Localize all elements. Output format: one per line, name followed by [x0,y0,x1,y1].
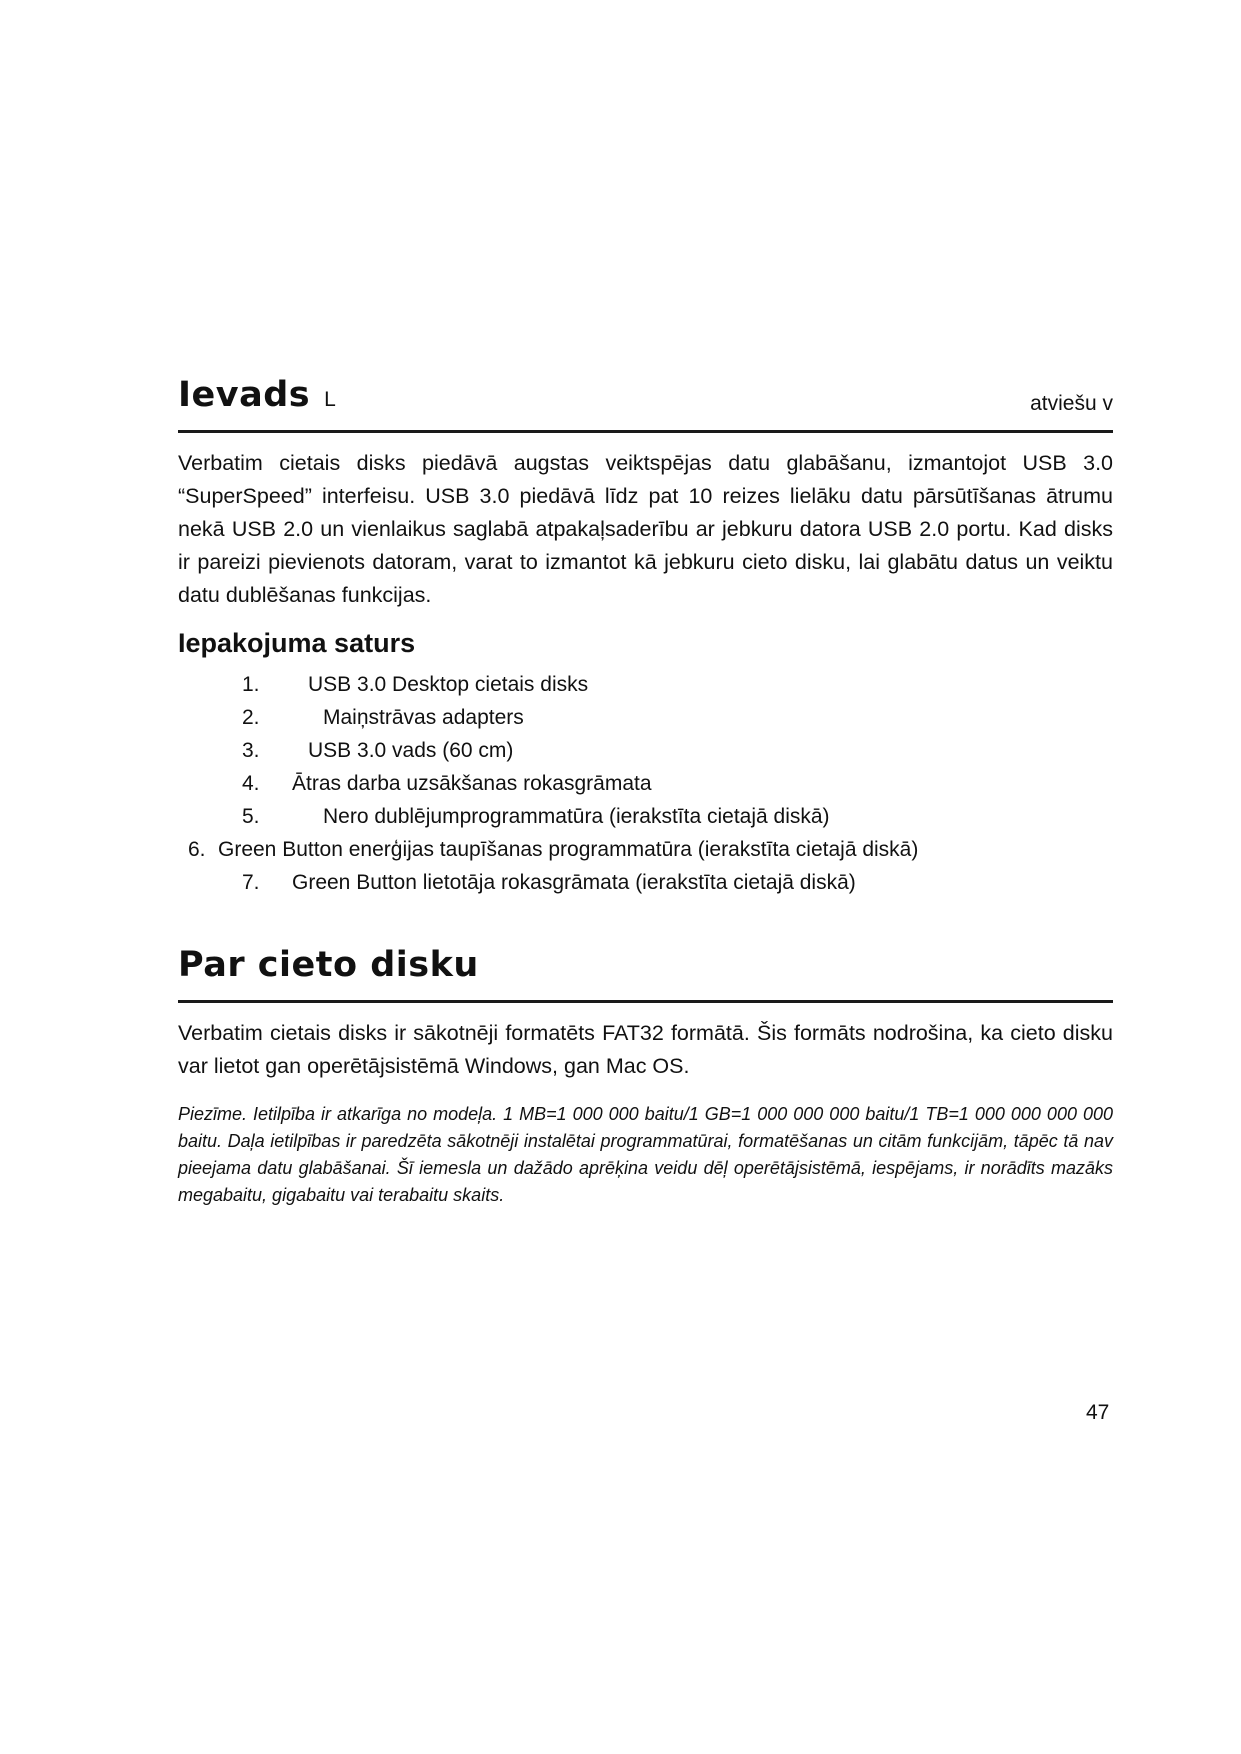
list-item-number: 4. [242,772,260,795]
page-title: Ievads [178,375,311,415]
list-item-text: Nero dublējumprogrammatūra (ierakstīta cietajā diskā) [323,805,830,828]
package-contents-heading: Iepakojuma saturs [178,628,416,658]
list-item [178,800,1113,833]
page-number: 47 [1086,1401,1110,1424]
section-heading-par-cieto-disku [178,945,1113,1003]
package-contents-list [178,668,1113,899]
list-item-text: Green Button lietotāja rokasgrāmata (ierakstīta cietajā diskā) [292,871,856,894]
list-item-number: 3. [242,739,260,762]
list-item-text: Green Button enerģijas taupīšanas programmatūra (ierakstīta cietajā diskā) [218,838,919,861]
list-item-text: Ātras darba uzsākšanas rokasgrāmata [292,772,652,795]
list-item-number: 1. [242,673,260,696]
list-item-number: 5. [242,805,260,828]
list-item-number: 2. [242,706,260,729]
list-item [178,866,1113,899]
language-label: atviešu v [1030,392,1113,415]
about-paragraph: Verbatim cietais disks ir sākotnēji formatēts FAT32 formātā. Šis formāts nodrošina, ka cieto disku var lietot gan operētājsistēmā Windows, gan Mac OS. [178,1021,1113,1078]
list-item [178,701,1113,734]
list-item-number: 6. [188,838,206,861]
section-title: Par cieto disku [178,945,479,985]
intro-paragraph: Verbatim cietais disks piedāvā augstas veiktspējas datu glabāšanu, izmantojot USB 3.0 “SuperSpeed” interfeisu. USB 3.0 piedāvā līdz pat 10 reizes lielāku datu pārsūtīšanas ātrumu nekā USB 2.0 un vienlaikus saglabā atpakaļsaderību ar jebkuru datora USB 2.0 portu. Kad disks ir pareizi pievienots datoram, varat to izmantot kā jebkuru cieto disku, lai glabātu datus un veiktu datu dublēšanas funkcijas. [178,451,1113,607]
list-item [178,668,1113,701]
list-item [178,767,1113,800]
list-item-number: 7. [242,871,260,894]
capacity-note: Piezīme. Ietilpība ir atkarīga no modeļa. 1 MB=1 000 000 baitu/1 GB=1 000 000 000 baitu/1 TB=1 000 000 000 000 baitu. Daļa ietilpības ir paredzēta sākotnēji instalētai programmatūrai, formatēšanas un citām funkcijām, tāpēc tā nav pieejama datu glabāšanai. Šī iemesla un dažādo aprēķina veidu dēļ operētājsistēmā, iespējams, ir norādīts mazāks megabaitu, gigabaitu vai terabaitu skaits. [178,1104,1113,1205]
list-item-text: Maiņstrāvas adapters [323,706,524,729]
list-item [178,734,1113,767]
section-heading-ievads [178,375,1113,433]
list-item-text: USB 3.0 Desktop cietais disks [308,673,589,696]
page-title-suffix: L [324,388,336,411]
list-item [178,833,1113,866]
list-item-text: USB 3.0 vads (60 cm) [308,739,514,762]
